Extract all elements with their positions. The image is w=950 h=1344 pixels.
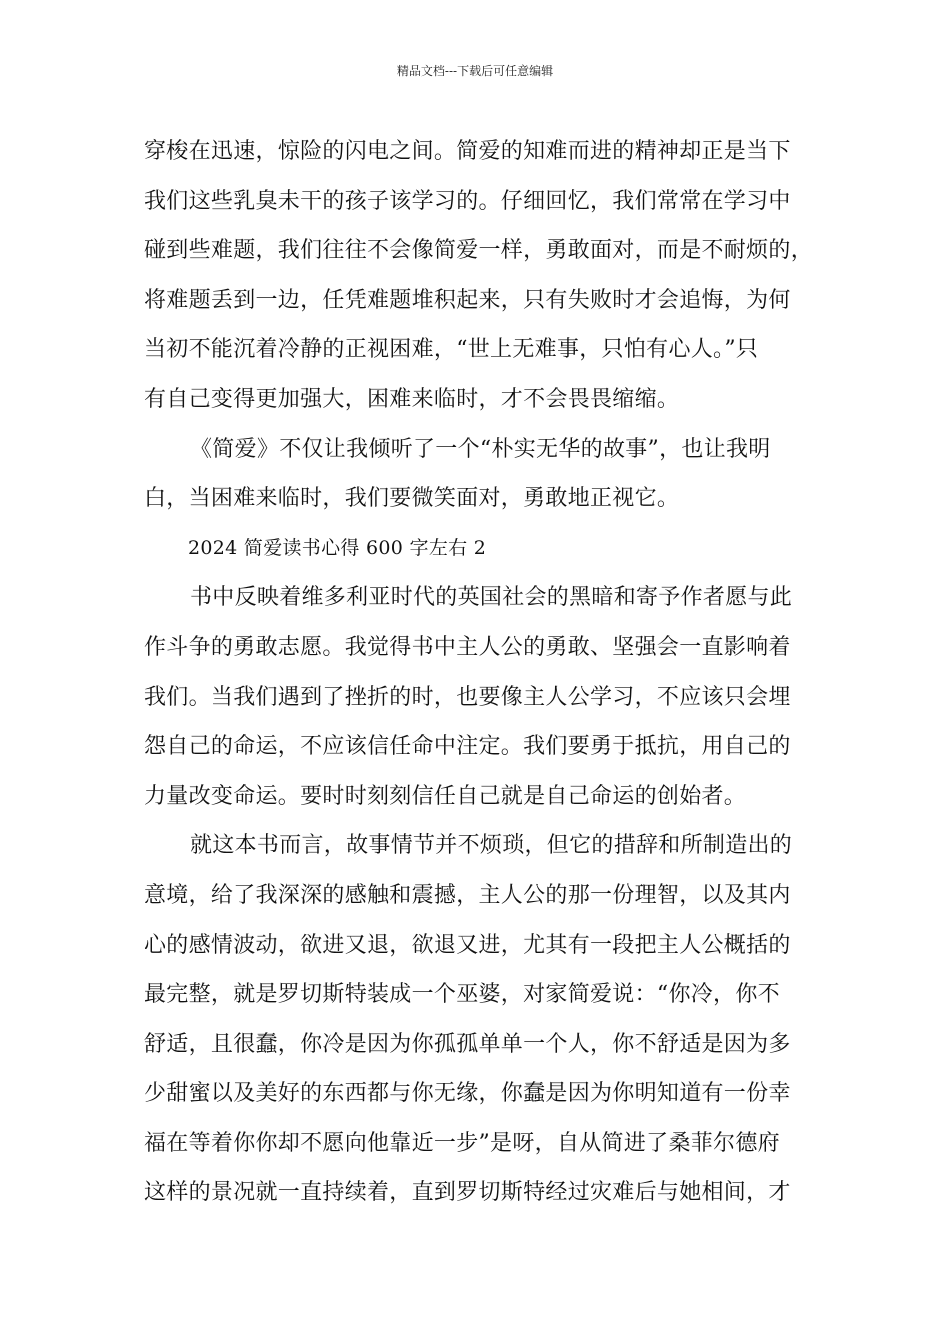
- text-line: 最完整，就是罗切斯特装成一个巫婆，对家简爱说：“你冷，你不: [144, 982, 780, 1008]
- text-line: 我们这些乳臭未干的孩子该学习的。仔细回忆，我们常常在学习中: [144, 188, 791, 214]
- section-heading: 2024 简爱读书心得 600 字左右 2: [188, 536, 487, 559]
- text-line: 心的感情波动，欲进又退，欲退又进，尤其有一段把主人公概括的: [144, 932, 791, 958]
- text-line: 这样的景况就一直持续着，直到罗切斯特经过灾难后与她相间，才: [144, 1180, 791, 1206]
- paragraph-first-line: 书中反映着维多利亚时代的英国社会的黑暗和寄予作者愿与此: [190, 585, 793, 611]
- paragraph-first-line: 就这本书而言，故事情节并不烦琐，但它的措辞和所制造出的: [190, 833, 793, 859]
- text-line: 白，当困难来临时，我们要微笑面对，勇敢地正视它。: [144, 486, 680, 512]
- text-line: 意境，给了我深深的感触和震撼，主人公的那一份理智，以及其内: [144, 882, 791, 908]
- text-line: 福在等着你你却不愿向他靠近一步”是呀，自从简进了桑菲尔德府: [144, 1130, 780, 1156]
- text-line: 将难题丢到一边，任凭难题堆积起来，只有失败时才会追悔，为何: [144, 287, 791, 313]
- document-body: [144, 127, 834, 1218]
- text-line: 我们。当我们遇到了挫折的时，也要像主人公学习，不应该只会埋: [144, 684, 791, 710]
- text-line: 有自己变得更加强大，困难来临时，才不会畏畏缩缩。: [144, 386, 680, 412]
- text-line: 少甜蜜以及美好的东西都与你无缘，你蠢是因为你明知道有一份幸: [144, 1081, 791, 1107]
- paragraph-first-line: 《简爱》不仅让我倾听了一个“朴实无华的故事”，也让我明: [190, 436, 771, 462]
- text-line: 怨自己的命运，不应该信任命中注定。我们要勇于抵抗，用自己的: [144, 734, 791, 760]
- text-line: 舒适，且很蠢，你冷是因为你孤孤单单一个人，你不舒适是因为多: [144, 1031, 791, 1057]
- page-header: 精品文档---下载后可任意编辑: [396, 64, 554, 78]
- text-line: 穿梭在迅速，惊险的闪电之间。简爱的知难而进的精神却正是当下: [144, 139, 791, 164]
- text-line: 力量改变命运。要时时刻刻信任自己就是自己命运的创始者。: [144, 783, 747, 809]
- text-line: 碰到些难题，我们往往不会像简爱一样，勇敢面对，而是不耐烦的，: [144, 238, 814, 264]
- text-line: 当初不能沉着冷静的正视困难，“世上无难事，只怕有心人。”只: [144, 337, 759, 363]
- text-line: 作斗争的勇敢志愿。我觉得书中主人公的勇敢、坚强会一直影响着: [144, 634, 791, 660]
